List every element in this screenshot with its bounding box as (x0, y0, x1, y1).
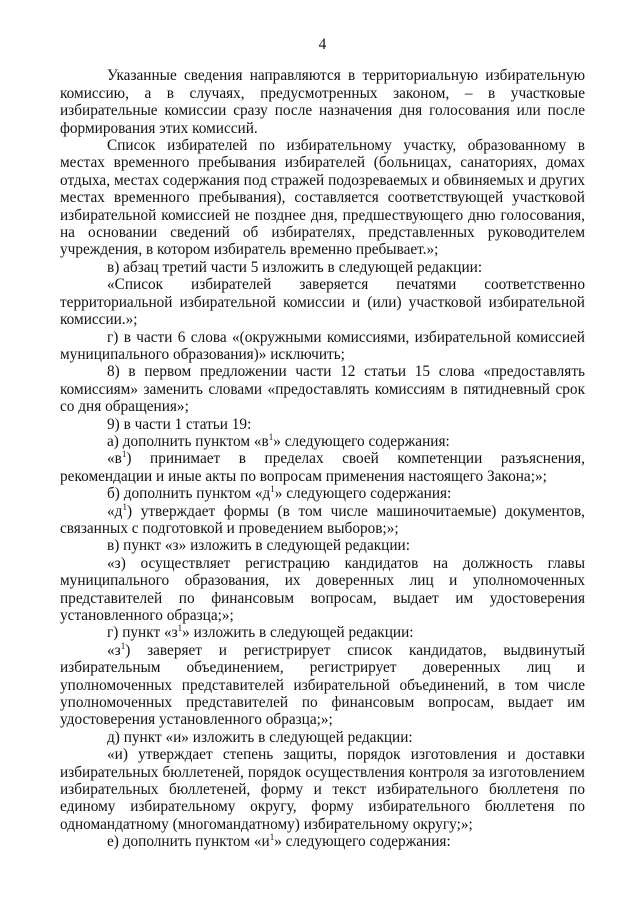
paragraph-3: в) абзац третий части 5 изложить в следующей редакции: (107, 258, 483, 276)
paragraph-4: «Список избирателей заверяется печатями соответственно территориальной избирательной комиссии и (или) участковой избирательной комиссии.»; (60, 276, 585, 329)
paragraph-9-before: «в (107, 450, 122, 468)
paragraph-10-sup: 1 (270, 484, 275, 495)
paragraph-18 (60, 833, 585, 850)
paragraph-15-before: «з (107, 641, 121, 659)
paragraph-9 (60, 450, 585, 485)
paragraph-10-after: » следующего содержания: (274, 485, 452, 503)
paragraph-9-sup: 1 (121, 449, 127, 460)
paragraph-15-after: ) заверяет и регистрирует список кандидатов, выдвинутый избирательным объединением, регистрирует доверенных лиц и уполномоченных представителей избирательной объединений, в том числе уполномоченных представителей по финансовым вопросам, выдает им удостоверения установленного образца;»; (60, 641, 585, 729)
paragraph-7: 9) в части 1 статьи 19: (107, 415, 252, 433)
paragraph-17: «и) утверждает степень защиты, порядок изготовления и доставки избирательных бюллетеней, порядок осуществления контроля за изготовлением избирательных бюллетеней, форму и текст избирательного бюллетеня по единому избирательному округу, форму избирательного бюллетеня по одномандатному (многомандатному) избирательному округу;»; (60, 746, 585, 833)
paragraph-15 (60, 642, 585, 729)
page-number: 4 (318, 36, 327, 53)
paragraph-8-after: » следующего содержания: (273, 432, 450, 450)
paragraph-2: Список избирателей по избирательному участку, образованному в местах временного пребывания избирателей (больницах, санаториях, домах отдыха, местах содержания под стражей подозреваемых и обвиняемых и других местах временного пребывания), составляется соответствующей участковой избирательной комиссией не позднее дня, предшествующего дню голосования, на основании сведений об избирателях, представленных руководителем учреждения, в котором избиратель временно пребывает.»; (60, 137, 585, 259)
paragraph-5: г) в части 6 слова «(окружными комиссиями, избирательной комиссией муниципального образования)» исключить; (60, 328, 585, 363)
paragraph-16: д) пункт «и» изложить в следующей редакции: (107, 728, 413, 746)
paragraph-12: в) пункт «з» изложить в следующей редакции: (107, 537, 410, 555)
paragraph-11-sup: 1 (122, 501, 127, 512)
paragraph-10-before: б) дополнить пунктом «д (107, 485, 271, 503)
paragraph-18-after: » следующего содержания: (274, 833, 451, 851)
paragraph-11-before: «д (107, 502, 123, 520)
paragraph-10 (60, 485, 585, 502)
paragraph-13: «з) осуществляет регистрацию кандидатов на должность главы муниципального образования, их доверенных лиц и уполномоченных представителей по финансовым вопросам, выдает им удостоверения установленного образца;»; (60, 554, 585, 624)
paragraph-8-before: а) дополнить пунктом «в (107, 432, 269, 450)
paragraph-14-sup: 1 (177, 623, 183, 634)
paragraph-9-after: ) принимает в пределах своей компетенции разъяснения, рекомендации и иные акты по вопросам применения настоящего Закона;»; (60, 450, 585, 485)
paragraph-18-before: е) дополнить пунктом «и (107, 833, 270, 851)
paragraph-14 (60, 624, 585, 641)
paragraph-6: 8) в первом предложении части 12 статьи 15 слова «предоставлять комиссиям» заменить словами «предоставлять комиссиям в пятидневный срок со дня обращения»; (60, 363, 585, 416)
paragraph-14-before: г) пункт «з (107, 624, 178, 642)
paragraph-8 (60, 433, 585, 450)
paragraph-14-after: » изложить в следующей редакции: (182, 624, 414, 642)
paragraph-8-sup: 1 (268, 431, 274, 442)
paragraph-18-sup: 1 (269, 832, 275, 843)
paragraph-11 (60, 503, 585, 538)
paragraph-1: Указанные сведения направляются в территориальную избирательную комиссию, а в случаях, предусмотренных законом, – в участковые избирательные комиссии сразу после назначения дня голосования или после формирования этих комиссий. (60, 67, 585, 137)
paragraph-15-sup: 1 (120, 640, 126, 651)
paragraph-11-after: ) утверждает формы (в том числе машиночитаемые) документов, связанных с подготовкой и проведением выборов;»; (60, 502, 585, 537)
